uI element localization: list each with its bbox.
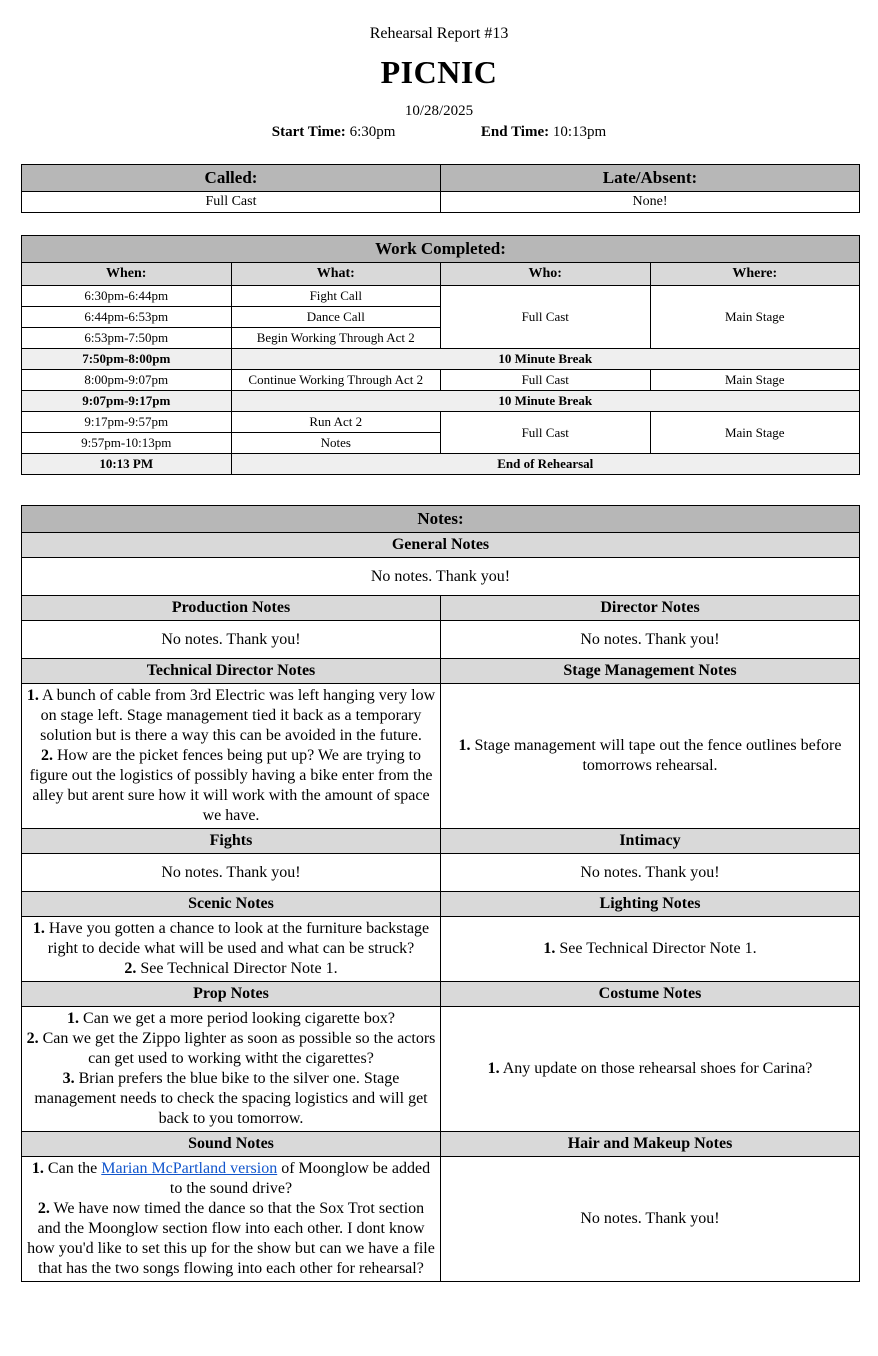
row-who: Full Cast [441, 370, 651, 391]
note-item: 2. How are the picket fences being put up? We are trying to figure out the logistics of possibly having a bike enter from the alley but arent sure how it will work with the amount of space we have. [29, 747, 433, 824]
row-event: End of Rehearsal [231, 454, 860, 475]
director-notes-header: Director Notes [441, 596, 860, 621]
prop-notes [22, 1007, 441, 1132]
table-row [22, 391, 860, 412]
called-value: Full Cast [22, 192, 441, 213]
note-item: 2. Can we get the Zippo lighter as soon as possible so the actors can get used to working witht the cigarettes? [26, 1030, 436, 1067]
table-row [22, 286, 860, 307]
table-row [22, 454, 860, 475]
column-header-who: Who: [441, 263, 651, 286]
column-header-when: When: [22, 263, 232, 286]
row-where: Main Stage [650, 286, 860, 349]
report-number: Rehearsal Report #13 [369, 25, 509, 42]
technical-director-notes [22, 684, 441, 829]
rehearsal-times [0, 124, 878, 141]
row-when: 7:50pm-8:00pm [22, 349, 232, 370]
row-what: Continue Working Through Act 2 [231, 370, 441, 391]
lighting-notes-header: Lighting Notes [441, 892, 860, 917]
notes-table [21, 505, 860, 1282]
column-header-where: Where: [650, 263, 860, 286]
row-when: 6:53pm-7:50pm [22, 328, 232, 349]
note-item: 3. Brian prefers the blue bike to the silver one. Stage management needs to check the spacing logistics and will get back to you tomorrow. [34, 1070, 428, 1127]
row-who: Full Cast [441, 412, 651, 454]
note-item: 1. A bunch of cable from 3rd Electric was left hanging very low on stage left. Stage management tied it back as a temporary solution but is there a way this can be avoided in the future. [26, 687, 436, 744]
row-what: Run Act 2 [231, 412, 441, 433]
report-date: 10/28/2025 [404, 103, 474, 119]
row-what: Begin Working Through Act 2 [231, 328, 441, 349]
row-what: Fight Call [231, 286, 441, 307]
called-table [21, 164, 860, 213]
production-notes-text: No notes. Thank you! [22, 621, 441, 659]
sound-notes [22, 1157, 441, 1282]
start-time-value: 6:30pm [349, 124, 396, 140]
marian-mcpartland-link[interactable]: Marian McPartland version [101, 1160, 278, 1177]
general-notes-text: No notes. Thank you! [22, 558, 860, 596]
row-when: 10:13 PM [22, 454, 232, 475]
row-when: 6:44pm-6:53pm [22, 307, 232, 328]
late-absent-header: Late/Absent: [441, 165, 860, 192]
note-item: 1. Any update on those rehearsal shoes for Carina? [487, 1060, 813, 1077]
called-header: Called: [22, 165, 441, 192]
costume-notes [441, 1007, 860, 1132]
general-notes-header: General Notes [22, 533, 860, 558]
row-who: Full Cast [441, 286, 651, 349]
row-what: Dance Call [231, 307, 441, 328]
row-when: 9:17pm-9:57pm [22, 412, 232, 433]
hair-makeup-notes-text: No notes. Thank you! [441, 1157, 860, 1282]
work-completed-title: Work Completed: [22, 236, 860, 263]
table-row [22, 412, 860, 433]
end-time-value: 10:13pm [552, 124, 607, 140]
row-event: 10 Minute Break [231, 391, 860, 412]
technical-director-notes-header: Technical Director Notes [22, 659, 441, 684]
row-event: 10 Minute Break [231, 349, 860, 370]
row-where: Main Stage [650, 370, 860, 391]
row-where: Main Stage [650, 412, 860, 454]
note-item: 2. See Technical Director Note 1. [124, 960, 338, 977]
note-item: 1. Stage management will tape out the fence outlines before tomorrows rehearsal. [458, 737, 842, 774]
late-absent-value: None! [441, 192, 860, 213]
note-item: 1. Can we get a more period looking cigarette box? [67, 1010, 395, 1027]
lighting-notes [441, 917, 860, 982]
start-time-label: Start Time: [271, 124, 346, 140]
stage-management-notes-header: Stage Management Notes [441, 659, 860, 684]
end-time-label: End Time: [480, 124, 550, 140]
note-item: 1. Can the Marian McPartland version of Moonglow be added to the sound drive? [31, 1160, 431, 1197]
row-when: 6:30pm-6:44pm [22, 286, 232, 307]
scenic-notes [22, 917, 441, 982]
column-header-what: What: [231, 263, 441, 286]
scenic-notes-header: Scenic Notes [22, 892, 441, 917]
fights-header: Fights [22, 829, 441, 854]
row-what: Notes [231, 433, 441, 454]
notes-title: Notes: [22, 506, 860, 533]
costume-notes-header: Costume Notes [441, 982, 860, 1007]
prop-notes-header: Prop Notes [22, 982, 441, 1007]
hair-makeup-notes-header: Hair and Makeup Notes [441, 1132, 860, 1157]
sound-notes-header: Sound Notes [22, 1132, 441, 1157]
row-when: 9:07pm-9:17pm [22, 391, 232, 412]
intimacy-notes-text: No notes. Thank you! [441, 854, 860, 892]
fights-notes-text: No notes. Thank you! [22, 854, 441, 892]
show-title: PICNIC [380, 54, 498, 90]
director-notes-text: No notes. Thank you! [441, 621, 860, 659]
intimacy-header: Intimacy [441, 829, 860, 854]
row-when: 9:57pm-10:13pm [22, 433, 232, 454]
note-item: 1. Have you gotten a chance to look at the furniture backstage right to decide what will be used and what can be struck? [32, 920, 430, 957]
table-row [22, 349, 860, 370]
stage-management-notes [441, 684, 860, 829]
note-item: 2. We have now timed the dance so that the Sox Trot section and the Moonglow section flow into each other. I dont know how you'd like to set this up for the show but can we have a file that has the two songs flowing into each other for rehearsal? [27, 1200, 435, 1277]
production-notes-header: Production Notes [22, 596, 441, 621]
note-item: 1. See Technical Director Note 1. [543, 940, 757, 957]
table-row [22, 370, 860, 391]
row-when: 8:00pm-9:07pm [22, 370, 232, 391]
work-completed-table [21, 235, 860, 475]
